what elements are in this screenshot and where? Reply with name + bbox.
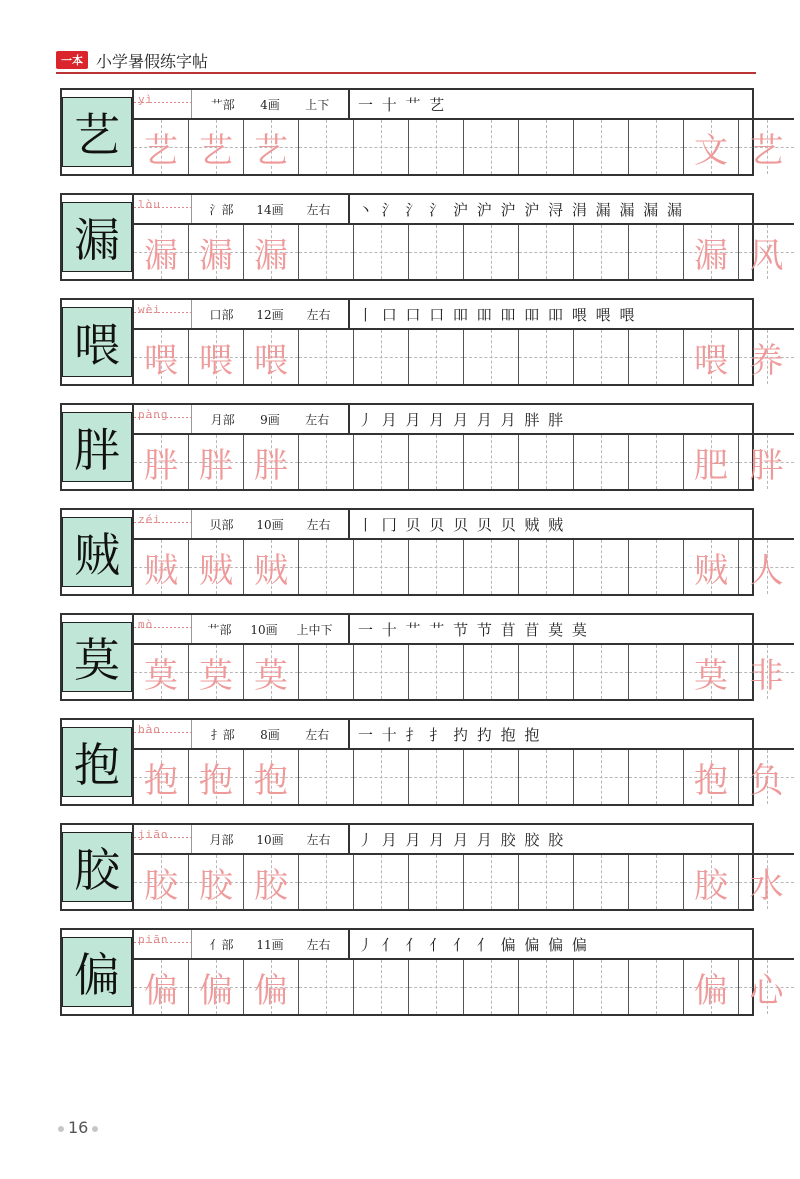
page-number: 16 (68, 1118, 89, 1137)
trace-cell (739, 540, 794, 594)
blank-practice-cell (464, 120, 519, 174)
stroke-count-label: 4画 (260, 97, 280, 112)
trace-cell (189, 645, 244, 699)
radical-label: 月部 (209, 832, 234, 847)
blank-practice-cell (519, 330, 574, 384)
trace-character: 抱 (254, 760, 288, 801)
trace-character: 漏 (254, 235, 288, 276)
trace-cell (134, 435, 189, 489)
model-character-cell (62, 720, 134, 804)
trace-cell (739, 435, 794, 489)
trace-character: 莫 (694, 655, 728, 696)
blank-practice-cell (354, 120, 409, 174)
trace-character: 贼 (254, 550, 288, 591)
stroke-count-label: 8画 (260, 727, 280, 742)
blank-practice-cell (354, 225, 409, 279)
radical-label: 亻部 (209, 937, 234, 952)
trace-character: 抱 (144, 760, 178, 801)
blank-practice-cell (354, 855, 409, 909)
model-character-cell (62, 930, 134, 1014)
character-entry (60, 823, 784, 911)
model-character: 贼 (62, 517, 132, 587)
trace-cell (684, 540, 739, 594)
structure-label: 左右 (306, 832, 331, 847)
practice-row (134, 330, 794, 384)
blank-practice-cell (409, 645, 464, 699)
trace-cell (134, 540, 189, 594)
info-row (134, 720, 794, 750)
character-entry (60, 508, 784, 596)
character-entry (60, 298, 784, 386)
trace-cell (739, 750, 794, 804)
model-character-cell (62, 405, 134, 489)
trace-cell (739, 120, 794, 174)
blank-practice-cell (629, 120, 684, 174)
stroke-count-label: 11画 (256, 937, 284, 952)
blank-practice-cell (354, 645, 409, 699)
blank-practice-cell (299, 435, 354, 489)
model-character-cell (62, 195, 134, 279)
trace-character: 抱 (199, 760, 233, 801)
info-row (134, 300, 794, 330)
model-character: 胶 (62, 832, 132, 902)
trace-cell (244, 855, 299, 909)
blank-practice-cell (299, 645, 354, 699)
blank-practice-cell (519, 120, 574, 174)
pinyin-cell (134, 195, 192, 223)
trace-cell (739, 960, 794, 1014)
character-entry (60, 613, 784, 701)
trace-character: 抱 (694, 760, 728, 801)
practice-row (134, 855, 794, 909)
trace-character: 偏 (199, 970, 233, 1011)
trace-character: 贼 (199, 550, 233, 591)
trace-cell (189, 855, 244, 909)
model-character-cell (62, 825, 134, 909)
trace-cell (739, 855, 794, 909)
character-meta (192, 825, 350, 853)
character-meta (192, 300, 350, 328)
pinyin-text: wèi (138, 303, 161, 316)
trace-cell (244, 750, 299, 804)
blank-practice-cell (409, 750, 464, 804)
trace-character: 莫 (144, 655, 178, 696)
blank-practice-cell (519, 540, 574, 594)
trace-character: 胶 (144, 865, 178, 906)
character-entry (60, 88, 784, 176)
blank-practice-cell (354, 540, 409, 594)
blank-practice-cell (354, 435, 409, 489)
pinyin-text: piān (138, 933, 169, 946)
blank-practice-cell (464, 330, 519, 384)
trace-character: 喂 (144, 340, 178, 381)
practice-row (134, 225, 794, 279)
structure-label: 上中下 (296, 622, 333, 637)
blank-practice-cell (354, 330, 409, 384)
trace-character: 养 (749, 340, 784, 381)
blank-practice-cell (519, 855, 574, 909)
blank-practice-cell (629, 855, 684, 909)
practice-row (134, 120, 794, 174)
trace-cell (684, 645, 739, 699)
blank-practice-cell (464, 225, 519, 279)
pinyin-text: pàng (138, 408, 169, 421)
blank-practice-cell (574, 225, 629, 279)
trace-character: 肥 (694, 445, 728, 486)
stroke-count-label: 10画 (250, 622, 278, 637)
blank-practice-cell (629, 540, 684, 594)
blank-practice-cell (299, 330, 354, 384)
model-character: 喂 (62, 307, 132, 377)
stroke-order: 一 十 艹 艹 节 节 苜 苜 莫 莫 (358, 620, 589, 639)
trace-character: 莫 (199, 655, 233, 696)
trace-character: 贼 (144, 550, 178, 591)
trace-character: 胶 (254, 865, 288, 906)
trace-cell (244, 225, 299, 279)
blank-practice-cell (574, 750, 629, 804)
info-row (134, 405, 794, 435)
practice-row (134, 750, 794, 804)
blank-practice-cell (299, 750, 354, 804)
character-entry (60, 718, 784, 806)
pinyin-text: bào (138, 723, 161, 736)
model-character-cell (62, 510, 134, 594)
character-meta (192, 720, 350, 748)
trace-cell (244, 330, 299, 384)
radical-label: 艹部 (210, 97, 235, 112)
trace-character: 艺 (144, 130, 178, 171)
stroke-count-label: 10画 (256, 517, 284, 532)
trace-cell (189, 330, 244, 384)
model-character: 抱 (62, 727, 132, 797)
trace-cell (244, 540, 299, 594)
stroke-count-label: 9画 (260, 412, 280, 427)
trace-cell (684, 750, 739, 804)
trace-character: 偏 (254, 970, 288, 1011)
model-character: 偏 (62, 937, 132, 1007)
model-character: 漏 (62, 202, 132, 272)
trace-cell (739, 645, 794, 699)
blank-practice-cell (574, 330, 629, 384)
trace-character: 艺 (199, 130, 233, 171)
stroke-order: 丿 月 月 月 月 月 月 胖 胖 (358, 410, 566, 429)
stroke-order: 丨 口 口 口 吅 吅 吅 吅 吅 喂 喂 喂 (358, 305, 637, 324)
practice-row (134, 645, 794, 699)
trace-character: 胖 (749, 445, 784, 486)
blank-practice-cell (574, 435, 629, 489)
trace-character: 艺 (749, 130, 784, 171)
trace-cell (684, 435, 739, 489)
trace-character: 胖 (254, 445, 288, 486)
header-divider (56, 72, 756, 74)
trace-cell (189, 750, 244, 804)
blank-practice-cell (519, 960, 574, 1014)
blank-practice-cell (519, 225, 574, 279)
trace-cell (244, 120, 299, 174)
character-meta (192, 195, 350, 223)
structure-label: 左右 (306, 517, 331, 532)
blank-practice-cell (629, 960, 684, 1014)
model-character: 艺 (62, 97, 132, 167)
blank-practice-cell (629, 750, 684, 804)
blank-practice-cell (629, 330, 684, 384)
pinyin-cell (134, 825, 192, 853)
blank-practice-cell (519, 645, 574, 699)
radical-label: 艹部 (207, 622, 232, 637)
trace-cell (189, 120, 244, 174)
trace-character: 文 (694, 130, 728, 171)
pinyin-cell (134, 510, 192, 538)
trace-cell (189, 540, 244, 594)
trace-character: 艺 (254, 130, 288, 171)
pinyin-text: mò (138, 618, 154, 631)
blank-practice-cell (409, 435, 464, 489)
trace-character: 胖 (144, 445, 178, 486)
trace-character: 负 (749, 760, 784, 801)
pinyin-cell (134, 720, 192, 748)
trace-character: 漏 (199, 235, 233, 276)
blank-practice-cell (464, 855, 519, 909)
blank-practice-cell (409, 120, 464, 174)
brand-badge: 一本 (56, 51, 88, 69)
character-meta (192, 930, 350, 958)
pinyin-cell (134, 300, 192, 328)
stroke-order: 丨 冂 贝 贝 贝 贝 贝 贼 贼 (358, 515, 566, 534)
blank-practice-cell (409, 225, 464, 279)
trace-cell (244, 435, 299, 489)
trace-character: 喂 (254, 340, 288, 381)
practice-row (134, 960, 794, 1014)
blank-practice-cell (464, 750, 519, 804)
trace-cell (134, 225, 189, 279)
blank-practice-cell (519, 435, 574, 489)
radical-label: 扌部 (210, 727, 235, 742)
blank-practice-cell (574, 960, 629, 1014)
blank-practice-cell (409, 855, 464, 909)
info-row (134, 930, 794, 960)
trace-character: 喂 (199, 340, 233, 381)
trace-character: 水 (749, 865, 784, 906)
blank-practice-cell (354, 750, 409, 804)
radical-label: 口部 (209, 307, 234, 322)
stroke-count-label: 12画 (256, 307, 284, 322)
trace-cell (684, 330, 739, 384)
structure-label: 左右 (305, 727, 330, 742)
info-row (134, 90, 794, 120)
structure-label: 左右 (306, 202, 331, 217)
blank-practice-cell (409, 330, 464, 384)
trace-cell (134, 750, 189, 804)
pinyin-cell (134, 90, 192, 118)
trace-character: 胶 (694, 865, 728, 906)
character-meta (192, 615, 350, 643)
trace-cell (134, 120, 189, 174)
trace-character: 漏 (144, 235, 178, 276)
model-character-cell (62, 90, 134, 174)
stroke-order: 丶 氵 氵 氵 沪 沪 沪 沪 浔 涓 漏 漏 漏 漏 (358, 200, 684, 219)
blank-practice-cell (464, 435, 519, 489)
trace-cell (189, 960, 244, 1014)
blank-practice-cell (299, 855, 354, 909)
blank-practice-cell (299, 960, 354, 1014)
blank-practice-cell (574, 540, 629, 594)
blank-practice-cell (519, 750, 574, 804)
stroke-count-label: 10画 (256, 832, 284, 847)
trace-character: 喂 (694, 340, 728, 381)
trace-cell (134, 960, 189, 1014)
character-meta (192, 90, 350, 118)
trace-cell (739, 330, 794, 384)
page-header (56, 50, 208, 70)
blank-practice-cell (574, 120, 629, 174)
character-entry (60, 403, 784, 491)
trace-cell (244, 960, 299, 1014)
model-character-cell (62, 615, 134, 699)
blank-practice-cell (354, 960, 409, 1014)
trace-cell (684, 225, 739, 279)
trace-cell (134, 330, 189, 384)
trace-cell (684, 120, 739, 174)
page-title: 小学暑假练字帖 (96, 51, 209, 71)
trace-cell (244, 645, 299, 699)
info-row (134, 510, 794, 540)
model-character-cell (62, 300, 134, 384)
trace-cell (189, 225, 244, 279)
model-character: 莫 (62, 622, 132, 692)
trace-character: 贼 (694, 550, 728, 591)
blank-practice-cell (299, 120, 354, 174)
trace-cell (684, 855, 739, 909)
info-row (134, 195, 794, 225)
blank-practice-cell (574, 645, 629, 699)
radical-label: 贝部 (209, 517, 234, 532)
trace-character: 莫 (254, 655, 288, 696)
trace-cell (189, 435, 244, 489)
character-meta (192, 405, 350, 433)
character-entry (60, 928, 784, 1016)
trace-cell (134, 855, 189, 909)
stroke-order: 一 十 扌 扌 扚 扚 抱 抱 (358, 725, 542, 744)
info-row (134, 615, 794, 645)
trace-character: 漏 (694, 235, 728, 276)
practice-row (134, 435, 794, 489)
blank-practice-cell (409, 960, 464, 1014)
blank-practice-cell (464, 645, 519, 699)
character-meta (192, 510, 350, 538)
stroke-order: 一 十 艹 艺 (358, 95, 447, 114)
radical-label: 氵部 (209, 202, 234, 217)
blank-practice-cell (574, 855, 629, 909)
blank-practice-cell (409, 540, 464, 594)
trace-character: 风 (749, 235, 784, 276)
structure-label: 左右 (306, 307, 331, 322)
blank-practice-cell (299, 225, 354, 279)
trace-character: 偏 (694, 970, 728, 1011)
blank-practice-cell (464, 960, 519, 1014)
blank-practice-cell (629, 225, 684, 279)
blank-practice-cell (629, 435, 684, 489)
trace-cell (684, 960, 739, 1014)
pinyin-cell (134, 615, 192, 643)
pinyin-cell (134, 930, 192, 958)
trace-character: 胖 (199, 445, 233, 486)
structure-label: 左右 (306, 937, 331, 952)
structure-label: 上下 (305, 97, 330, 112)
trace-character: 胶 (199, 865, 233, 906)
model-character: 胖 (62, 412, 132, 482)
trace-character: 人 (749, 550, 784, 591)
practice-row (134, 540, 794, 594)
radical-label: 月部 (210, 412, 235, 427)
stroke-order: 丿 月 月 月 月 月 胶 胶 胶 (358, 830, 566, 849)
trace-character: 偏 (144, 970, 178, 1011)
character-entry (60, 193, 784, 281)
pinyin-text: lòu (138, 198, 161, 211)
stroke-count-label: 14画 (256, 202, 284, 217)
blank-practice-cell (464, 540, 519, 594)
trace-character: 非 (749, 655, 784, 696)
pinyin-text: yì (138, 93, 154, 106)
trace-cell (134, 645, 189, 699)
blank-practice-cell (629, 645, 684, 699)
trace-cell (739, 225, 794, 279)
stroke-order: 丿 亻 亻 亻 亻 亻 偏 偏 偏 偏 (358, 935, 589, 954)
pinyin-cell (134, 405, 192, 433)
structure-label: 左右 (305, 412, 330, 427)
blank-practice-cell (299, 540, 354, 594)
pinyin-text: zéi (138, 513, 161, 526)
pinyin-text: jiāo (138, 828, 169, 841)
info-row (134, 825, 794, 855)
trace-character: 心 (749, 970, 784, 1011)
